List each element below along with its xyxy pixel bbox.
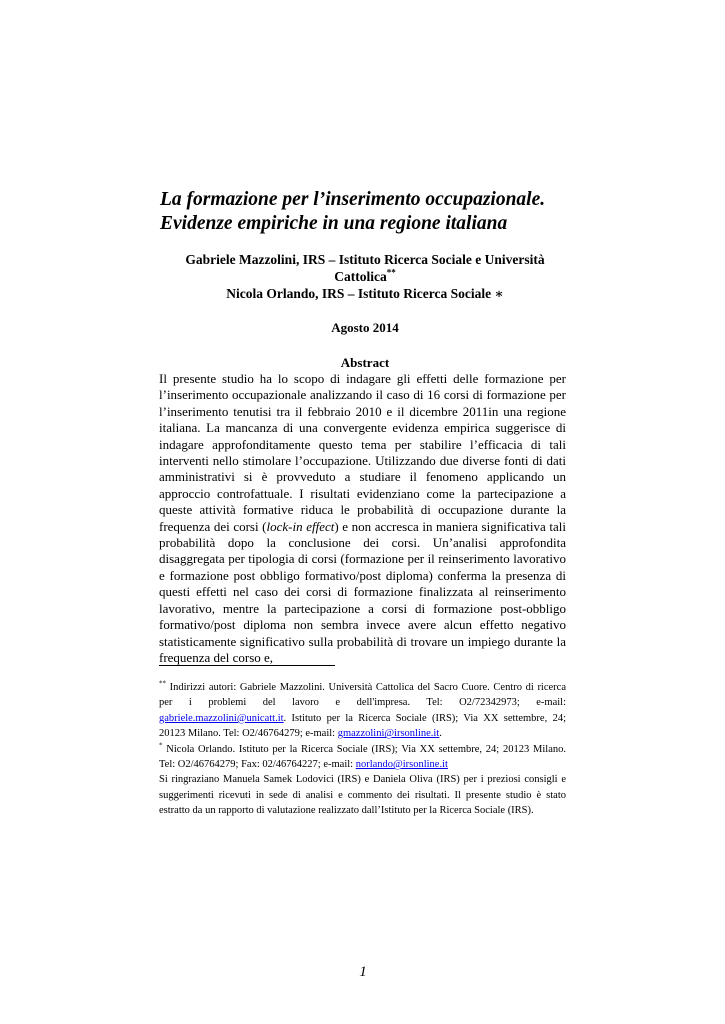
footnote-2-mark: *	[159, 741, 163, 750]
author-1	[155, 251, 575, 285]
footnote-1	[159, 680, 566, 742]
abstract-italic-term: lock-in effect	[266, 518, 335, 534]
abstract-text-part-2: ) e non accresca in maniera significativa tali probabilità dopo la conclusione dei corsi. Un’analisi approfondita disaggregata per tipologia di corsi (formazione per il reinserimento lavorativo e formazione post obbligo formativo/post diploma) conferma la presenza di questi effetti nel caso dei corsi di formazione finalizzata al reinserimento lavorativo, mentre la partecipazione a corsi di formazione post-obbligo formativo/post diploma non sembra invece avere alcun effetto negativo statisticamente significativo sulla probabilità di trovare un impiego durante la frequenza del corso e,	[159, 518, 566, 665]
footnote-separator	[159, 665, 335, 666]
footnote-2	[159, 742, 566, 773]
author-2-footnote-mark: ∗	[494, 286, 504, 301]
email-link-unicatt[interactable]: gabriele.mazzolini@unicatt.it	[159, 712, 284, 724]
footnote-1-text-a: Indirizzi autori: Gabriele Mazzolini. Università Cattolica del Sacro Cuore. Centro di ricerca per i problemi del lavoro e dell'impresa. Tel: O2/72342973; e-mail:	[159, 682, 566, 709]
author-block	[155, 251, 575, 302]
abstract-heading: Abstract	[340, 355, 390, 370]
abstract-body	[159, 371, 566, 666]
paper-title	[160, 188, 580, 236]
page-number: 1	[359, 964, 367, 980]
abstract-text-part-1: Il presente studio ha lo scopo di indagare gli effetti delle formazione per l’inserimento occupazionale analizzando il caso di 16 corsi di formazione per l’inserimento tenutisi tra il febbraio 2010 e il dicembre 2011in una regione italiana. La mancanza di una convergente evidenza empirica suggerisce di indagare approfonditamente questo tema per stabilire l’efficacia di tali interventi nello stimolare l’occupazione. Utilizzando due diverse fonti di dati amministrativi si è provveduto a studiare il fenomeno applicando un approccio controfattuale. I risultati evidenziano come la partecipazione a queste attività formative riduca le probabilità di occupazione durante la frequenza dei corsi (	[159, 371, 566, 534]
acknowledgements: Si ringraziano Manuela Samek Lodovici (IRS) e Daniela Oliva (IRS) per i preziosi consigli e suggerimenti ricevuti in sede di analisi e commento dei risultati. Il presente studio è stato estratto da un rapporto di valutazione realizzato dall’Istituto per la Ricerca Sociale (IRS).	[159, 774, 566, 817]
email-link-irs-orlando[interactable]: norlando@irsonline.it	[355, 759, 448, 771]
publication-date: Agosto 2014	[331, 320, 399, 335]
title-line-2: Evidenze empiriche in una regione italiana	[160, 213, 508, 234]
footnote-1-mark: **	[159, 679, 166, 688]
author-1-name: Gabriele Mazzolini, IRS – Istituto Ricerca Sociale e Università Cattolica	[185, 252, 545, 284]
footnote-1-text-c: .	[439, 728, 442, 740]
footnotes	[159, 680, 566, 819]
title-line-1: La formazione per l’inserimento occupazionale.	[160, 189, 546, 210]
author-1-footnote-mark: **	[386, 267, 396, 278]
footnote-1-text-b: . Istituto per la Ricerca Sociale (IRS); Via XX settembre, 24; 20123 Milano. Tel: O2/46764279; e-mail:	[159, 712, 566, 740]
author-2-name: Nicola Orlando, IRS – Istituto Ricerca Sociale	[226, 286, 492, 301]
footnote-2-text: Nicola Orlando. Istituto per la Ricerca Sociale (IRS); Via XX settembre, 24; 20123 Milano. Tel: O2/46764279; Fax: 02/46764227; e-mail:	[159, 743, 566, 771]
email-link-irs-mazzolini[interactable]: gmazzolini@irsonline.it	[337, 728, 440, 740]
author-2	[155, 285, 575, 302]
